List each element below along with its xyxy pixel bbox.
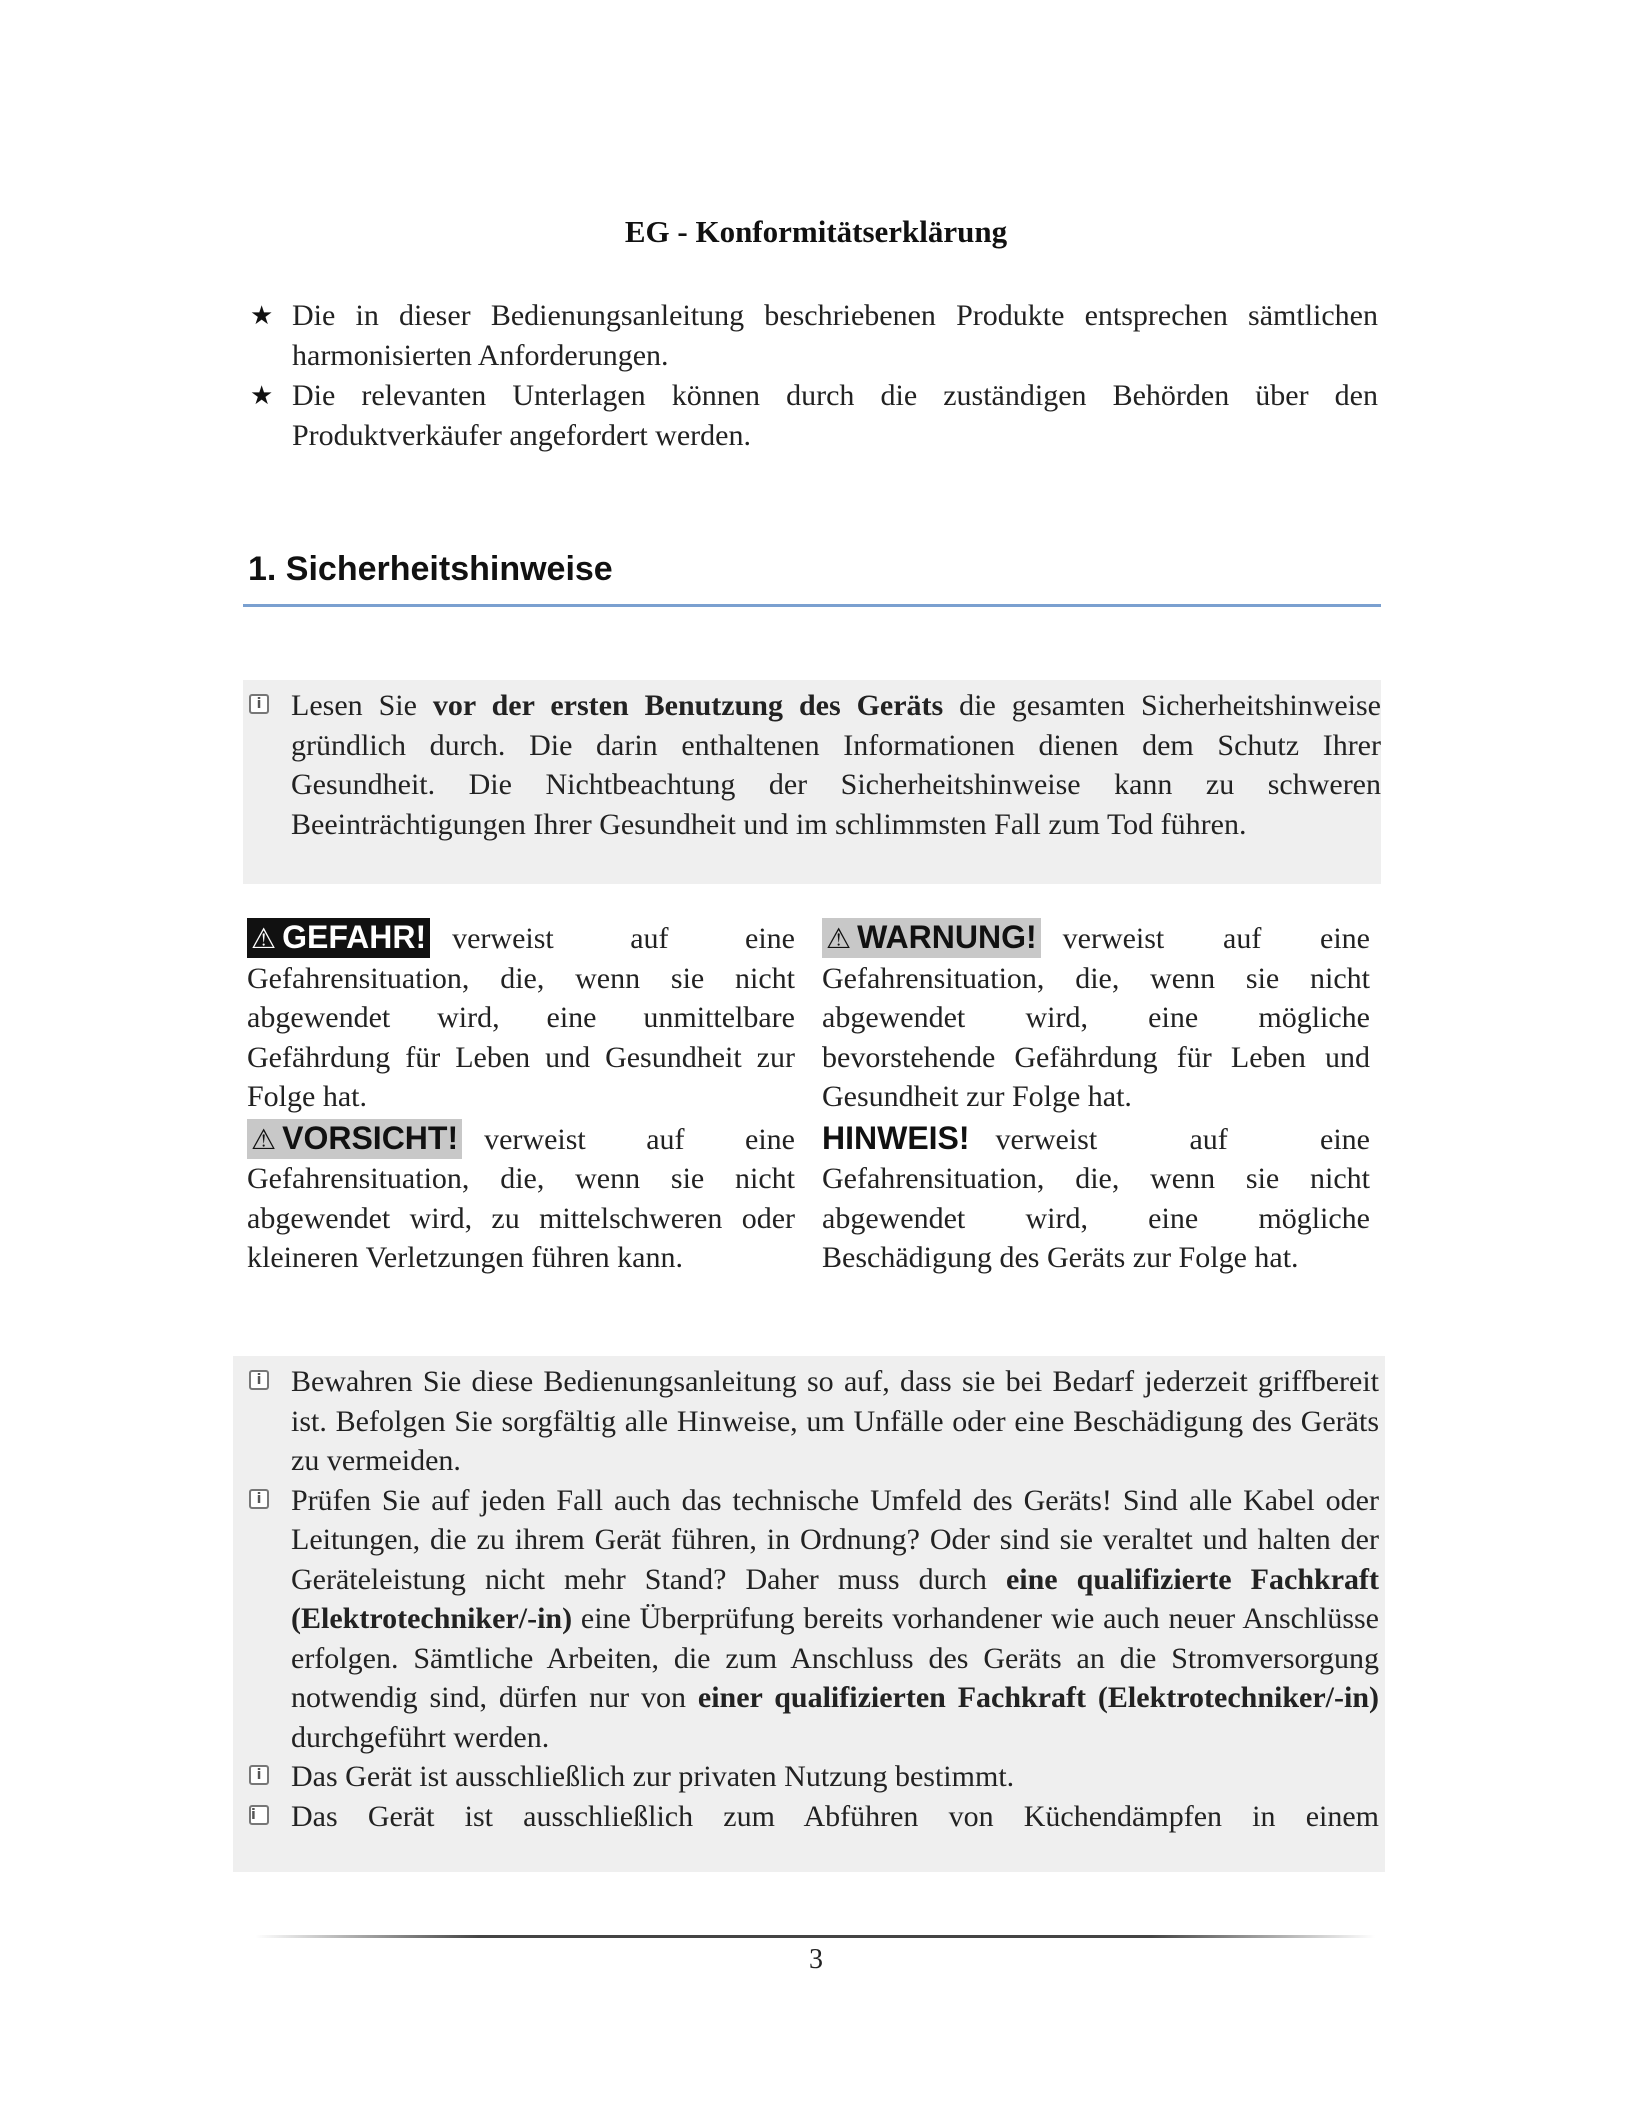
- notice-label: HINWEIS!: [822, 1119, 970, 1156]
- bullet-text: Die relevanten Unterlagen können durch die zuständigen Behörden über den Produktverkäufer angefordert werden.: [292, 379, 1378, 452]
- notice-definition: [822, 1119, 1370, 1278]
- info-text: Das Gerät ist ausschließlich zur privaten Nutzung bestimmt.: [291, 1760, 1015, 1793]
- danger-label: ⚠ GEFAHR!: [247, 918, 430, 958]
- list-item: [247, 1757, 1379, 1797]
- warning-triangle-icon: ⚠: [826, 922, 852, 955]
- warning-text: verweist auf eine Gefahrensituation, die, wenn sie nicht abgewendet wird, eine mögliche bevorstehende Gefährdung für Leben und Gesundheit zur Folge hat.: [822, 922, 1370, 1113]
- info-text-bold: einer qualifizierten Fachkraft (Elektrotechniker/-in): [697, 1681, 1379, 1714]
- warning-triangle-icon: ⚠: [251, 1122, 277, 1156]
- declaration-title: EG - Konformitätserklärung: [624, 214, 1008, 249]
- list-item: [247, 1481, 1379, 1758]
- intro-text: Lesen Sie: [291, 689, 433, 722]
- notice-text: verweist auf eine Gefahrensituation, die, wenn sie nicht abgewendet wird, eine mögliche Beschädigung des Geräts zur Folge hat.: [822, 1122, 1370, 1274]
- caution-text: verweist auf eine Gefahrensituation, die, wenn sie nicht abgewendet wird, zu mittelschweren oder kleineren Verletzungen führen kann.: [247, 1122, 795, 1274]
- warning-triangle-icon: ⚠: [251, 922, 277, 955]
- info-icon: i: [249, 1805, 269, 1825]
- info-text: Prüfen Sie auf jeden Fall auch das technische Umfeld des Geräts! Sind alle Kabel oder Leitungen, die zu ihrem Gerät führen, in Ordnung? Oder sind sie veraltet und halten der Geräteleistung nicht mehr Stand? Daher muss durch: [291, 1483, 1379, 1596]
- info-icon: i: [249, 1489, 269, 1509]
- intro-text-rest: die gesamten Sicherheitshinweise gründlich durch. Die darin enthaltenen Informationen dienen dem Schutz Ihrer Gesundheit. Die Nichtbeachtung der Sicherheitshinweise kann zu schweren Beeinträchtigungen Ihrer Gesundheit und im schlimmsten Fall zum Tod führen.: [291, 689, 1381, 841]
- warning-label: ⚠ WARNUNG!: [822, 918, 1041, 958]
- signal-words-left-column: [247, 918, 795, 1278]
- intro-text-bold: vor der ersten Benutzung des Geräts: [432, 689, 944, 722]
- info-text-bold: eine qualifizierte Fachkraft (Elektrotechniker/-in): [291, 1562, 1379, 1635]
- info-icon: i: [249, 1370, 269, 1390]
- info-text: Das Gerät ist ausschließlich zum Abführen von Küchendämpfen in einem: [291, 1799, 1379, 1833]
- warning-definition: [822, 918, 1370, 1117]
- info-text: Bewahren Sie diese Bedienungsanleitung so auf, dass sie bei Bedarf jederzeit griffbereit ist. Befolgen Sie sorgfältig alle Hinweise, um Unfälle oder eine Beschädigung des Geräts zu vermeiden.: [291, 1365, 1379, 1477]
- list-item: [248, 376, 1378, 456]
- star-bullet-icon: ★: [250, 301, 274, 331]
- caution-label: ⚠ VORSICHT!: [247, 1119, 462, 1159]
- intro-paragraph: [247, 686, 1381, 844]
- star-bullet-icon: ★: [250, 381, 274, 411]
- section-heading: 1. Sicherheitshinweise: [248, 550, 613, 588]
- caution-definition: [247, 1119, 795, 1278]
- page-number: 3: [809, 1944, 823, 1975]
- danger-text: verweist auf eine Gefahrensituation, die, wenn sie nicht abgewendet wird, eine unmittelbare Gefährdung für Leben und Gesundheit zur Folge hat.: [247, 922, 795, 1113]
- section-divider: [243, 604, 1381, 607]
- footer-divider: [255, 1935, 1375, 1938]
- declaration-bullets: [248, 296, 1378, 456]
- safety-info-box: [233, 1356, 1385, 1872]
- list-item: [248, 296, 1378, 376]
- info-text: eine Überprüfung bereits vorhandener wie auch neuer Anschlüsse erfolgen. Sämtliche Arbeiten, die zum Anschluss des Geräts an die Stromversorgung notwendig sind, dürfen nur von: [291, 1602, 1379, 1714]
- danger-definition: [247, 918, 795, 1117]
- info-text: durchgeführt werden.: [291, 1720, 550, 1754]
- info-icon: i: [249, 1765, 269, 1785]
- list-item: [247, 1797, 1379, 1837]
- intro-info-box: [243, 680, 1381, 884]
- info-icon: i: [249, 694, 269, 714]
- bullet-text: Die in dieser Bedienungsanleitung beschriebenen Produkte entsprechen sämtlichen harmonisierten Anforderungen.: [292, 299, 1378, 372]
- list-item: [247, 1362, 1379, 1481]
- signal-words-right-column: [822, 918, 1370, 1278]
